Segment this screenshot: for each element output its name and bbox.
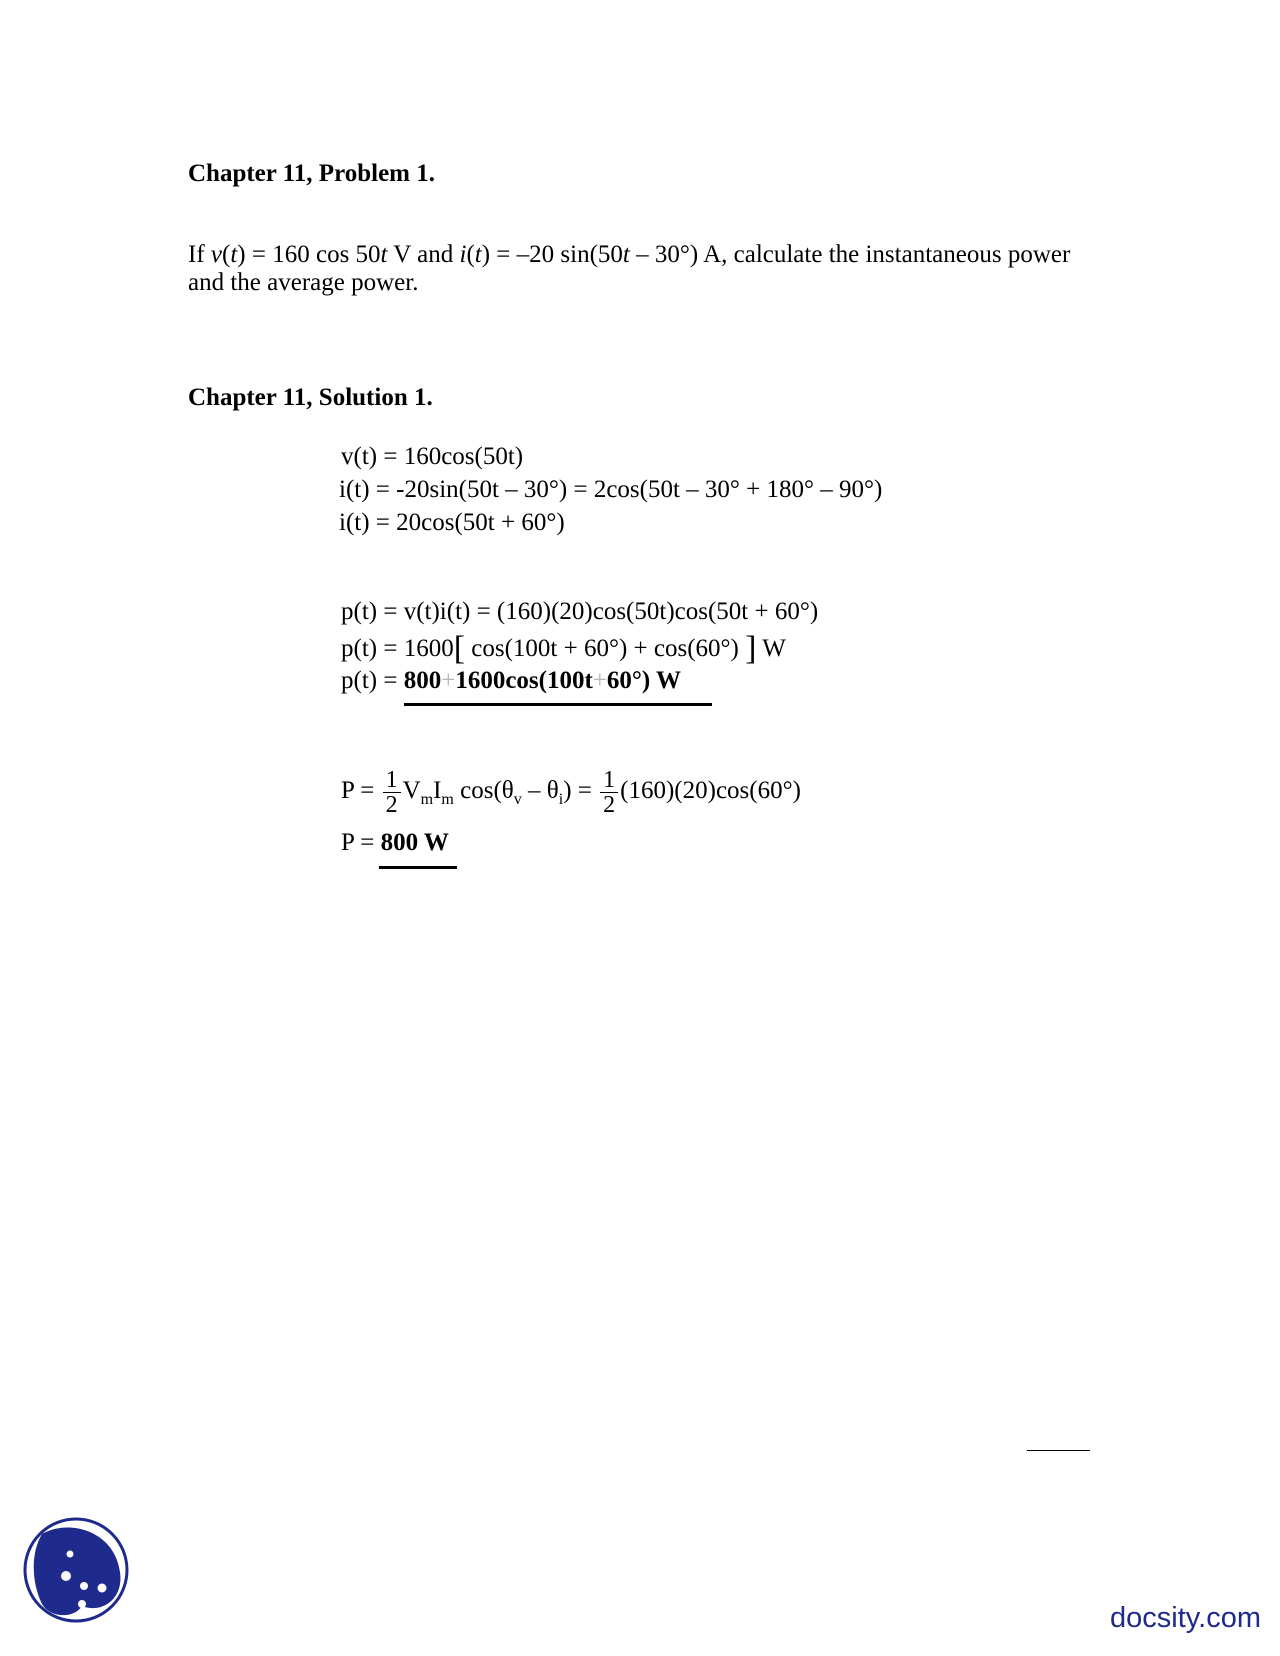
docsity-logo-icon — [22, 1514, 130, 1626]
fraction-one-half-2: $\frac{1}{2}$ — [600, 768, 618, 817]
equation-average-power-answer: P = 800 W — [341, 829, 449, 856]
equation-v-t: v(t) = 160cos(50t) — [341, 443, 524, 470]
docsity-brand-text: docsity.com — [1110, 1602, 1261, 1634]
equation-average-power: P = $\frac{1}{2}$ $V_mI_m$ $\cos(\theta_v - \theta_i)$ = $\frac{1}{2}$ (160)(20)cos(60°) — [341, 767, 801, 818]
answer-underline-p — [379, 866, 457, 869]
equation-p-t-answer: p(t) = 800+1600cos(100t+60°) W — [341, 667, 682, 694]
equation-p-t-identity: p(t) = 1600[ cos(100t + 60°) + cos(60°) ] W — [341, 630, 786, 667]
footer-rule — [1027, 1450, 1090, 1451]
problem-heading: Chapter 11, Problem 1. — [188, 160, 435, 187]
answer-underline-p-t — [404, 703, 712, 706]
fraction-one-half: $\frac{1}{2}$ — [383, 768, 401, 817]
equation-p-t-product: p(t) = v(t)i(t) = (160)(20)cos(50t)cos(50t + 60°) — [341, 598, 819, 625]
problem-statement-line-1: If v(t) = 160 cos 50t V and i(t) = –20 sin(50t – 30°) A, calculate the instantaneous power — [188, 241, 1071, 268]
problem-statement-line-2: and the average power. — [188, 269, 419, 296]
solution-heading: Chapter 11, Solution 1. — [188, 384, 433, 411]
equation-i-t: i(t) = 20cos(50t + 60°) — [339, 509, 565, 536]
equation-i-t-expanded: i(t) = -20sin(50t – 30°) = 2cos(50t – 30° + 180° – 90°) — [339, 476, 883, 503]
